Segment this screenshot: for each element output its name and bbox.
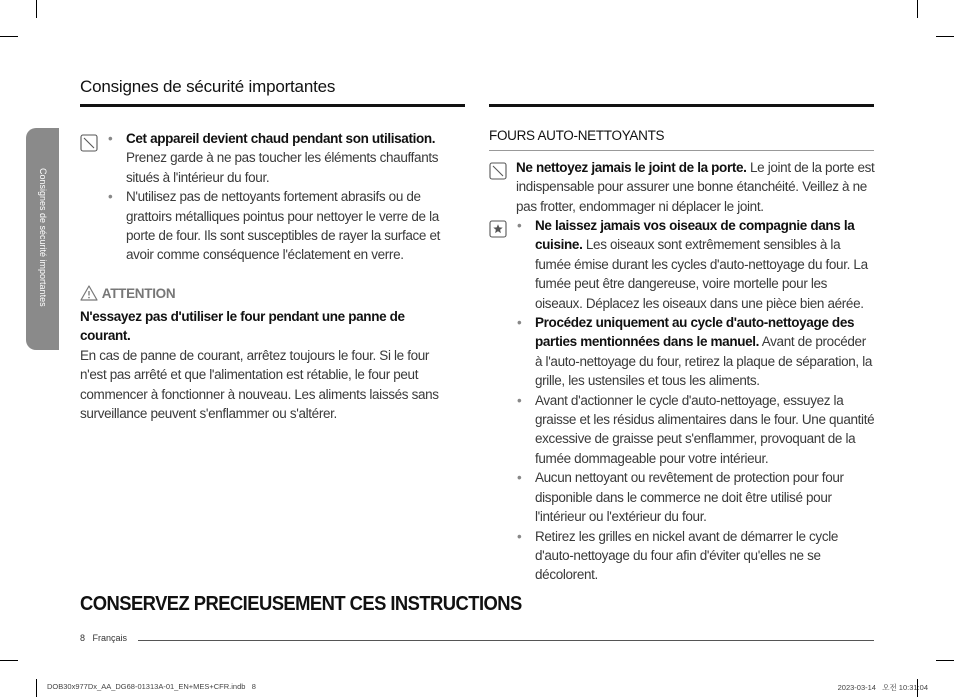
left-header-rule [80,104,465,107]
list-item [515,313,875,391]
bullet-text: Les oiseaux sont extrêmement sensibles à la fumée émise durant les cycles d'auto-nettoyage du four. La fumée peut être dangereuse, voire mortelle pour les oiseaux. Déplacez les oiseaux dans une pièce bien aérée. [535,237,868,311]
conserve-instructions-title: CONSERVEZ PRECIEUSEMENT CES INSTRUCTIONS [80,593,522,615]
subsection-heading: FOURS AUTO-NETTOYANTS [489,128,665,143]
attention-text-body: En cas de panne de courant, arrêtez toujours le four. Si le four n'est pas arrêté et que l'alimentation est rétablie, le four peut commencer à fonctionner à nouveau. Les aliments laissés sans surveillance peuvent s'enflammer ou s'altérer. [80,347,439,422]
attention-text: ATTENTION [101,285,176,301]
crop-mark [917,0,918,18]
crop-mark [936,36,954,37]
list-item [515,216,875,313]
side-tab-label: Consignes de sécurité importantes [38,168,48,307]
crop-mark [936,660,954,661]
crop-mark [0,660,18,661]
page-number: 8 [80,633,86,643]
file-name: DOB30x977Dx_AA_DG68-01313A-01_EN+MES+CFR.indb 8 [47,682,256,691]
bullet-text: N'utilisez pas de nettoyants fortement abrasifs ou de grattoirs métalliques pointus pour nettoyer le verre de la porte de four. Ils sont susceptibles de rayer la surface et avoir comme conséquence l'éclatement en verre. [126,189,441,263]
attention-bold-text: N'essayez pas d'utiliser le four pendant une panne de courant. [80,309,405,344]
bullet-bold-text: Cet appareil devient chaud pendant son utilisation. [126,131,436,146]
bullet-dot: • [517,218,522,233]
left-bullet-list [106,129,466,265]
bullet-text: Avant de procéder à l'auto-nettoyage du four, retirez la plaque de séparation, la grille, les ustensiles et tous les aliments. [535,334,873,389]
bullet-dot: • [108,189,113,205]
door-note [516,158,876,216]
attention-label [80,285,175,301]
note-icon [80,134,98,152]
bullet-text: Retirez les grilles en nickel avant de démarrer le cycle d'auto-nettoyage du four afin d'éviter qu'elles ne se décolorent. [535,528,839,583]
right-bullet-list [515,216,875,585]
bullet-dot: • [517,315,522,331]
bullet-dot: • [108,131,113,146]
warning-icon [80,285,98,301]
footer-language: Français [92,633,128,643]
list-item [106,187,466,265]
bullet-text: Prenez garde à ne pas toucher les éléments chauffants situés à l'intérieur du four. [126,150,439,185]
right-header-rule [489,104,874,107]
list-item [515,527,875,585]
crop-mark [36,0,37,18]
footer-rule [138,640,874,641]
crop-mark [36,679,37,697]
star-icon [489,220,507,238]
list-item [106,129,466,187]
crop-mark [0,36,18,37]
subsection-rule [489,150,874,151]
bullet-bold-text: Ne laissez jamais vos oiseaux de compagnie dans la cuisine. [535,218,855,253]
list-item [515,391,875,469]
section-title: Consignes de sécurité importantes [80,77,336,96]
bullet-dot: • [517,470,522,486]
note-text: Le joint de la porte est indispensable pour assurer une bonne étanchéité. Veillez à ne pas frotter, endommager ni déplacer le joint. [516,160,875,214]
page-footer [80,633,127,643]
attention-body [80,307,455,423]
list-item [515,468,875,526]
bullet-text: Avant d'actionner le cycle d'auto-nettoyage, essuyez la graisse et les résidus alimentaires dans le four. Une quantité excessive de graisse peut s'enflammer, provoquant de la fumée dommageable pour votre intérieur. [535,392,875,466]
print-timestamp: 2023-03-14 오전 10:31:04 [837,683,928,692]
note-icon [489,162,507,180]
note-bold-text: Ne nettoyez jamais le joint de la porte. [516,160,747,175]
bullet-bold-text: Procédez uniquement au cycle d'auto-nettoyage des parties mentionnées dans le manuel. [535,315,855,350]
bullet-text: Aucun nettoyant ou revêtement de protection pour four disponible dans le commerce ne doit être utilisé pour l'intérieur ou l'extérieur du four. [535,470,844,525]
bullet-dot: • [517,392,522,408]
bullet-dot: • [517,528,522,544]
